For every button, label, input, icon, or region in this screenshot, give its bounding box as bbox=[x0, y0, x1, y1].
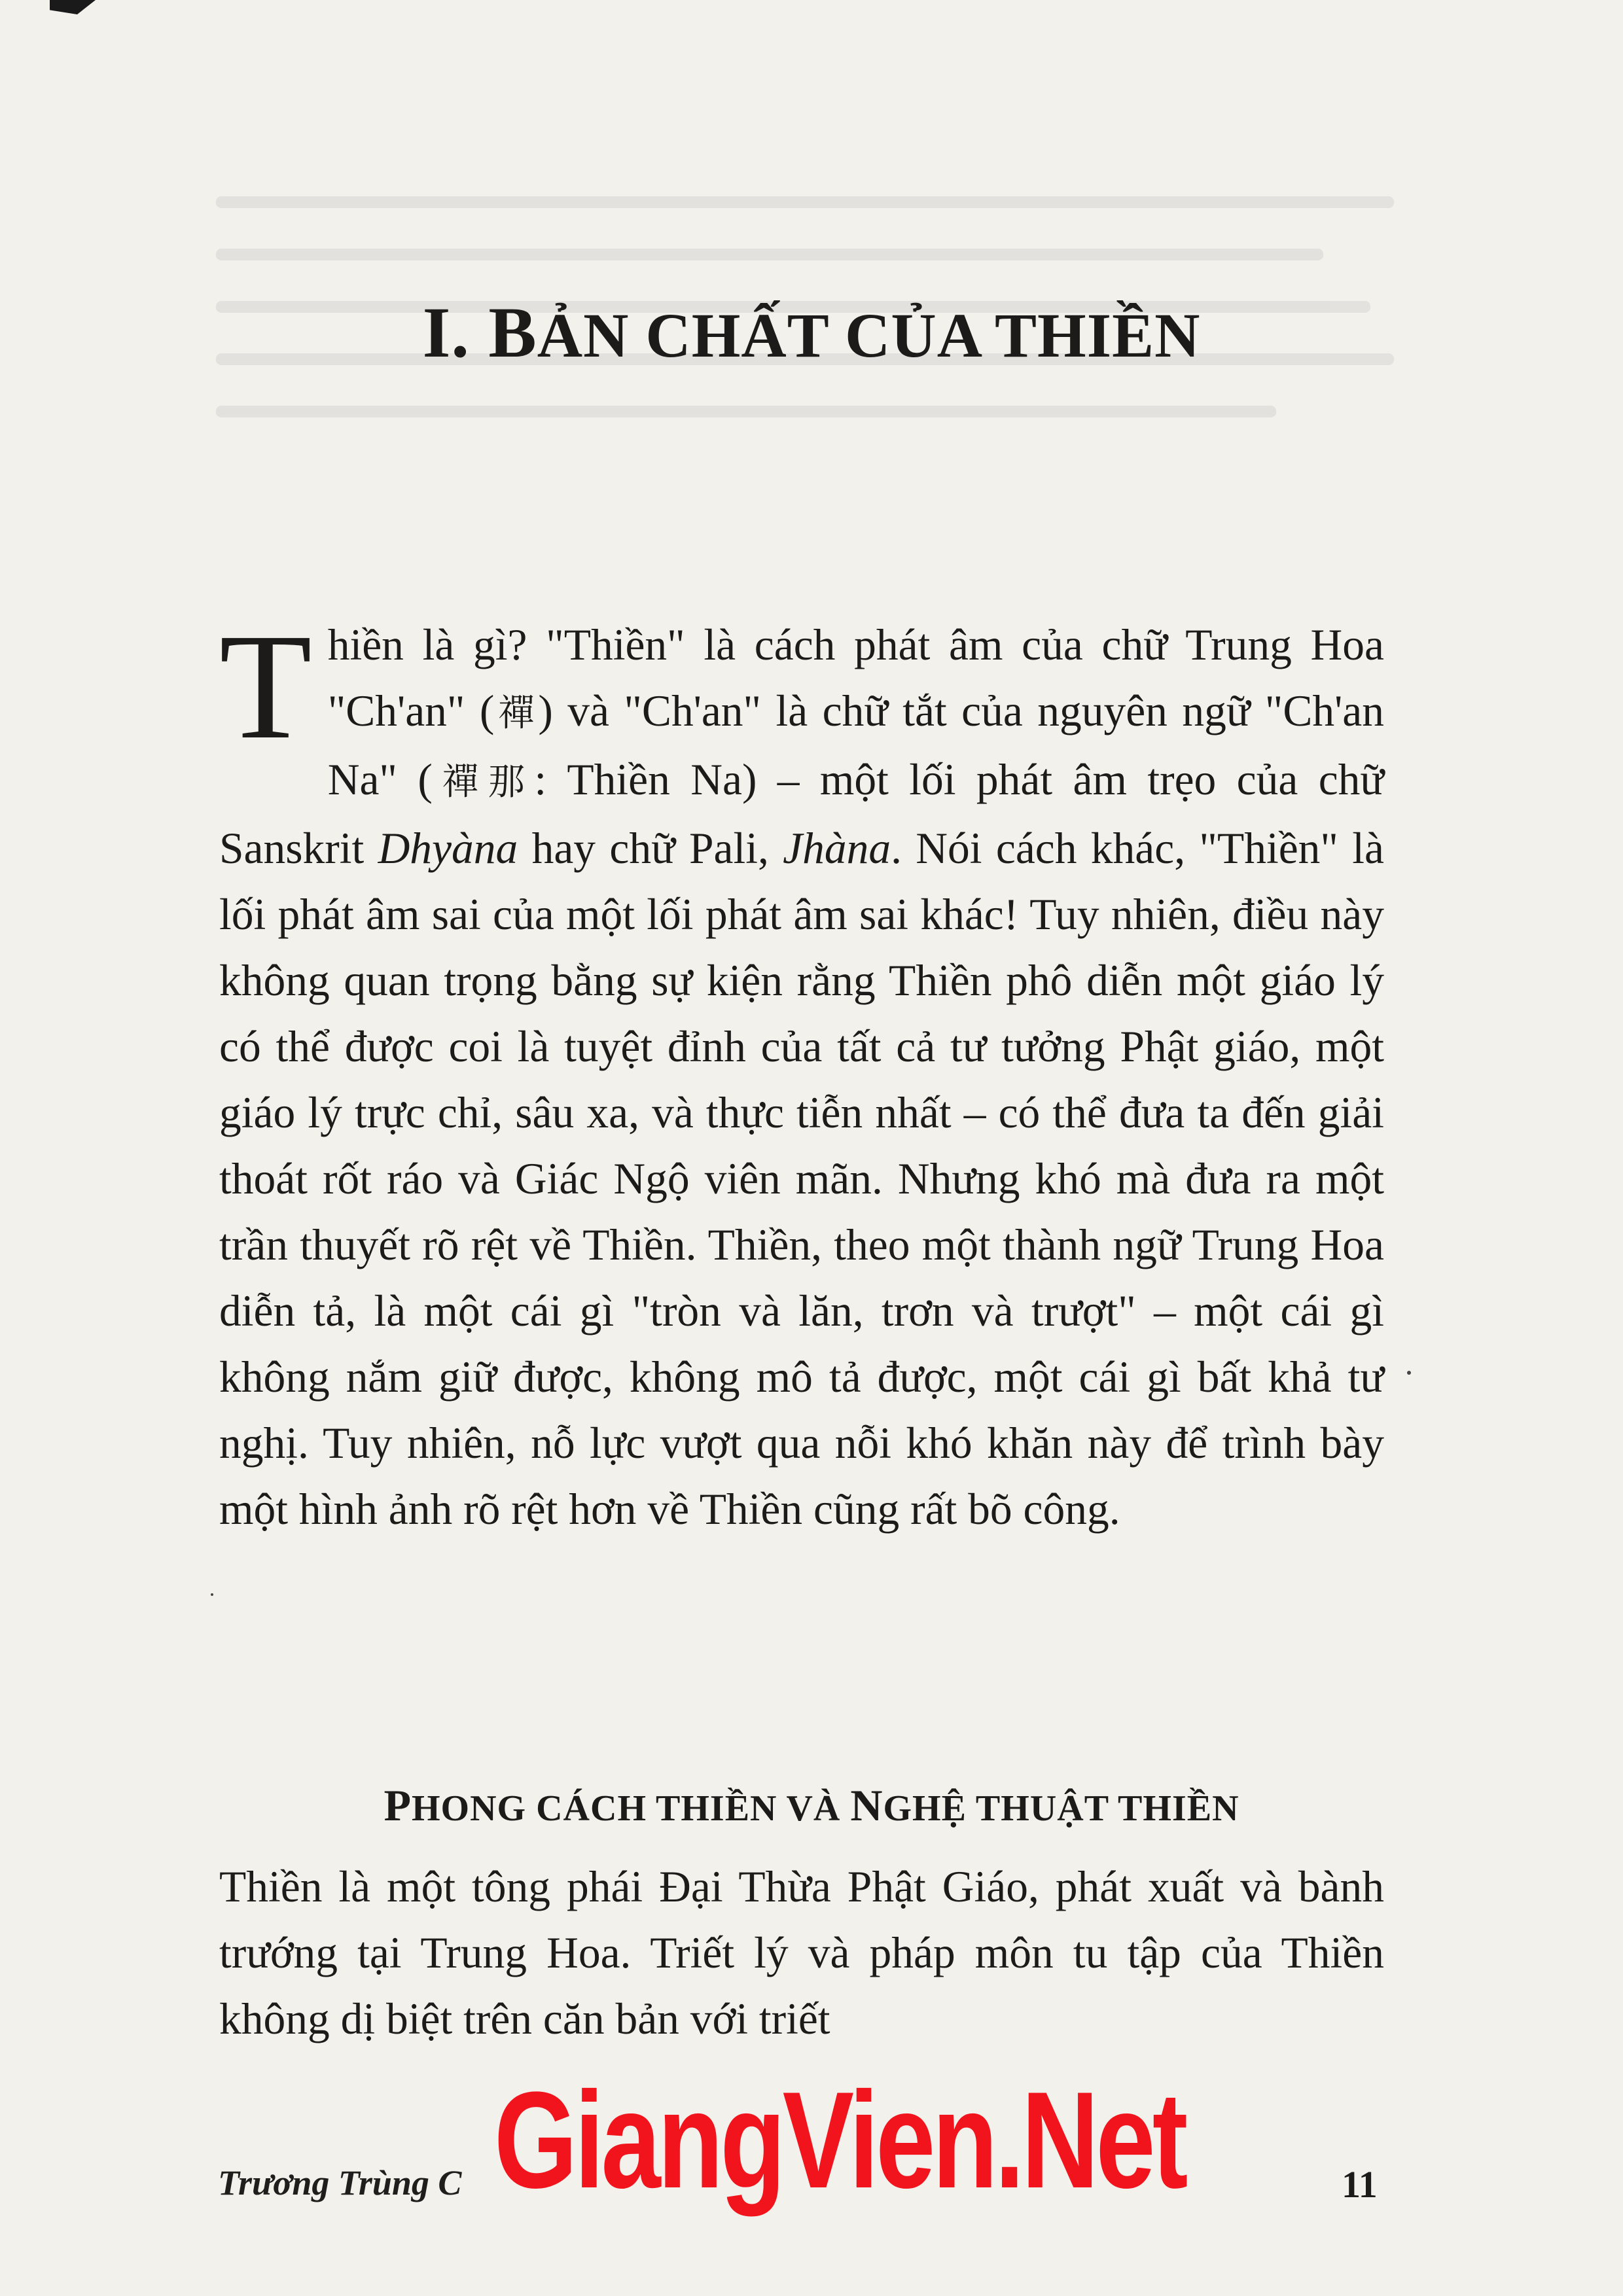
section-heading: PHONG CÁCH THIỀN VÀ NGHỆ THUẬT THIỀN bbox=[383, 1780, 1240, 1830]
stray-mark bbox=[211, 1593, 213, 1596]
drop-cap: T bbox=[219, 603, 312, 771]
page-number: 11 bbox=[1342, 2163, 1378, 2206]
chapter-title: I. BẢN CHẤT CỦA THIỀN bbox=[422, 292, 1201, 372]
term-dhyana: Dhyàna bbox=[378, 824, 518, 873]
paragraph-intro: Thiền là gì? "Thiền" là cách phát âm của chữ Trung Hoa "Ch'an" (禪) và "Ch'an" là chữ tắt của nguyên ngữ "Ch'an Na" (禪那: Thiền Na) – một lối phát âm trẹo của chữ Sanskrit Dhyàna hay chữ Pali, Jhàna. Nói cách khác, "Thiền" là lối phát âm sai của một lối phát âm sai khác! Tuy nhiên, điều này không quan trọng bằng sự kiện rằng Thiền phô diễn một giáo lý có thể được coi là tuyệt đỉnh của tất cả tư tưởng Phật giáo, một giáo lý trực chỉ, sâu xa, và thực tiễn nhất – có thể đưa ta đến giải thoát rốt ráo và Giác Ngộ viên mãn. Nhưng khó mà đưa ra một trần thuyết rõ rệt về Thiền. Thiền, theo một thành ngữ Trung Hoa diễn tả, là một cái gì "tròn và lăn, trơn và trượt" – một cái gì không nắm giữ được, không mô tả được, một cái gì bất khả tư nghị. Tuy nhiên, nỗ lực vượt qua nỗi khó khăn này để trình bày một hình ảnh rõ rệt hơn về Thiền cũng rất bõ công. bbox=[219, 603, 1385, 1534]
watermark-logo: GiangVien.Net bbox=[494, 2063, 1185, 2217]
hanzi-chan: 禪 bbox=[494, 692, 539, 735]
scan-corner-mark bbox=[50, 0, 96, 14]
hanzi-chan-na: 禪那 bbox=[432, 761, 535, 804]
stray-mark bbox=[1407, 1371, 1411, 1375]
footer-author: Trương Trùng C bbox=[218, 2163, 462, 2202]
paragraph-zen-school: Thiền là một tông phái Đại Thừa Phật Giáo, phát xuất và bành trướng tại Trung Hoa. Triết lý và pháp môn tu tập của Thiền không dị biệt trên căn bản với triết bbox=[219, 1862, 1384, 2043]
term-jhana: Jhàna bbox=[783, 824, 891, 873]
